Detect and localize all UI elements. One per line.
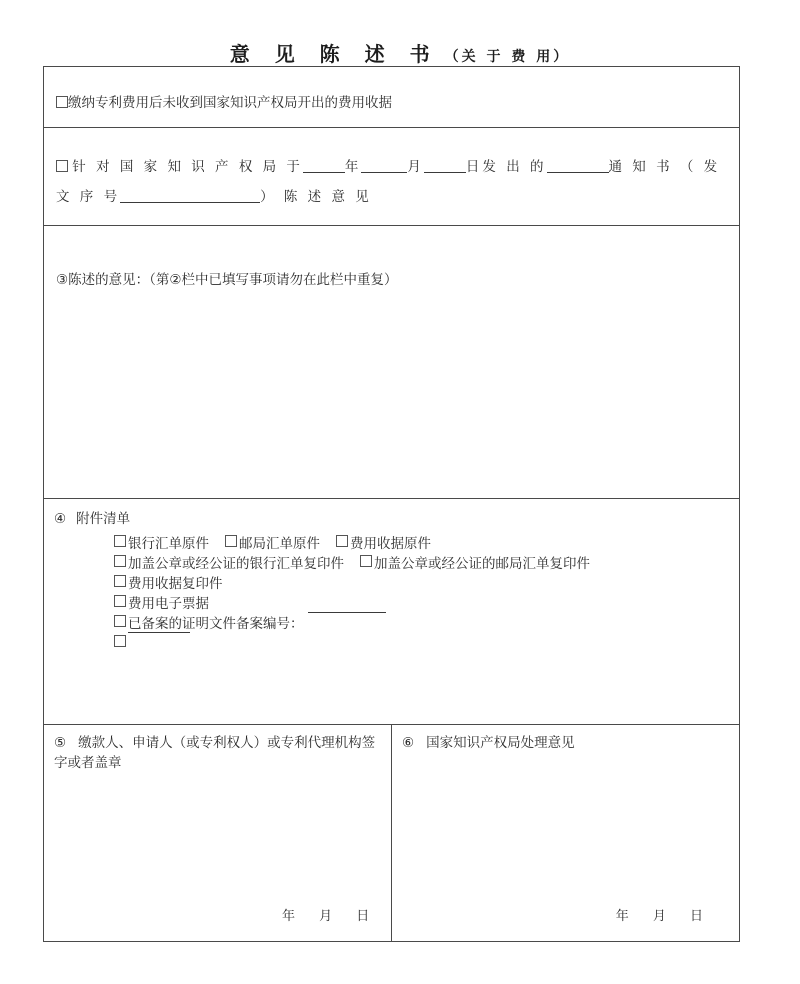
document-title <box>0 38 800 67</box>
checkbox-bank-remittance-original-icon[interactable] <box>114 535 126 547</box>
attachment-item-sealed-bank-copy[interactable] <box>114 552 344 572</box>
section-4-heading <box>54 507 130 527</box>
section-2-lead-text: 针 对 国 家 知 识 产 权 局 于 <box>72 159 303 175</box>
attachment-row-6 <box>114 632 590 652</box>
document-title-sub: （关 于 费 用） <box>444 49 571 65</box>
checkbox-other-icon[interactable] <box>114 635 126 647</box>
attachment-label: 费用收据复印件 <box>128 576 223 592</box>
checkbox-sealed-bank-copy-icon[interactable] <box>114 555 126 567</box>
attachment-label: 费用收据原件 <box>350 536 431 552</box>
attachment-label: 加盖公章或经公证的邮局汇单复印件 <box>374 556 590 572</box>
section-6-heading <box>402 733 731 753</box>
attachment-label: 费用电子票据 <box>128 596 209 612</box>
attachment-row-4 <box>114 592 590 612</box>
other-attachment-blank[interactable] <box>128 632 190 633</box>
attachment-item-fee-receipt-copy[interactable] <box>114 572 223 592</box>
section-5-heading <box>54 733 383 773</box>
section-5-number: ⑤ <box>54 735 67 751</box>
notice-year-blank[interactable] <box>303 172 345 173</box>
notice-issued-label: 发 出 的 <box>482 159 547 175</box>
notice-month-blank[interactable] <box>361 172 407 173</box>
section-4-title: 附件清单 <box>76 511 131 527</box>
checkbox-sealed-post-copy-icon[interactable] <box>360 555 372 567</box>
document-title-main: 意 见 陈 述 书 <box>229 42 439 66</box>
attachment-label: 加盖公章或经公证的银行汇单复印件 <box>128 556 344 572</box>
attachment-item-bank-remittance-original[interactable] <box>114 532 209 552</box>
checkbox-electronic-invoice-icon[interactable] <box>114 595 126 607</box>
section-1-option[interactable] <box>56 94 392 112</box>
section-5-title: 缴款人、申请人（或专利权人）或专利代理机构签字或者盖章 <box>54 735 376 771</box>
checkbox-fee-receipt-original-icon[interactable] <box>336 535 348 547</box>
checkbox-no-receipt-icon[interactable] <box>56 96 68 108</box>
attachment-label: 已备案的证明文件备案编号： <box>128 616 304 632</box>
attachment-item-electronic-invoice[interactable] <box>114 592 209 612</box>
section-3-heading: ③陈述的意见：（第②栏中已填写事项请勿在此栏中重复） <box>56 272 398 288</box>
attachment-item-filed-certificate[interactable] <box>114 612 386 632</box>
attachment-item-fee-receipt-original[interactable] <box>336 532 431 552</box>
form-table <box>43 66 740 942</box>
attachment-row-1 <box>114 532 590 552</box>
notice-type-blank[interactable] <box>547 172 609 173</box>
checkbox-notice-response-icon[interactable] <box>56 160 68 172</box>
attachment-item-sealed-post-copy[interactable] <box>360 552 590 572</box>
notice-month-label: 月 <box>407 159 424 175</box>
notice-type-label: 通 知 书 （ 发 文 序 号 <box>56 159 721 205</box>
attachment-row-5 <box>114 612 590 632</box>
checkbox-fee-receipt-copy-icon[interactable] <box>114 575 126 587</box>
record-number-blank[interactable] <box>308 612 386 613</box>
form-row-section-1 <box>44 67 739 128</box>
section-6-cell <box>392 725 739 942</box>
section-5-cell <box>44 725 392 942</box>
section-6-date-line: 年 月 日 <box>615 909 713 924</box>
section-6-title: 国家知识产权局处理意见 <box>426 735 575 751</box>
section-5-date-line: 年 月 日 <box>282 909 380 924</box>
notice-day-label: 日 <box>465 159 483 175</box>
attachment-row-2 <box>114 552 590 572</box>
section-1-label: 缴纳专利费用后未收到国家知识产权局开出的费用收据 <box>68 95 392 111</box>
checkbox-post-remittance-original-icon[interactable] <box>225 535 237 547</box>
attachment-label: 银行汇单原件 <box>128 536 209 552</box>
notice-serial-blank[interactable] <box>120 202 260 203</box>
attachment-item-other[interactable] <box>114 632 190 647</box>
attachment-row-3 <box>114 572 590 592</box>
form-row-section-2 <box>44 128 739 226</box>
attachment-item-post-remittance-original[interactable] <box>225 532 320 552</box>
notice-day-blank[interactable] <box>424 172 466 173</box>
attachment-list <box>114 532 590 652</box>
attachment-label: 邮局汇单原件 <box>239 536 320 552</box>
section-6-number: ⑥ <box>402 735 415 751</box>
form-row-sections-5-6 <box>44 725 739 942</box>
form-row-section-3 <box>44 226 739 499</box>
form-row-section-4 <box>44 499 739 725</box>
section-2-close-text: ） 陈 述 意 见 <box>260 189 372 205</box>
notice-year-label: 年 <box>344 159 362 175</box>
section-2-option[interactable] <box>56 152 733 212</box>
section-4-number: ④ <box>54 511 67 527</box>
checkbox-filed-certificate-icon[interactable] <box>114 615 126 627</box>
